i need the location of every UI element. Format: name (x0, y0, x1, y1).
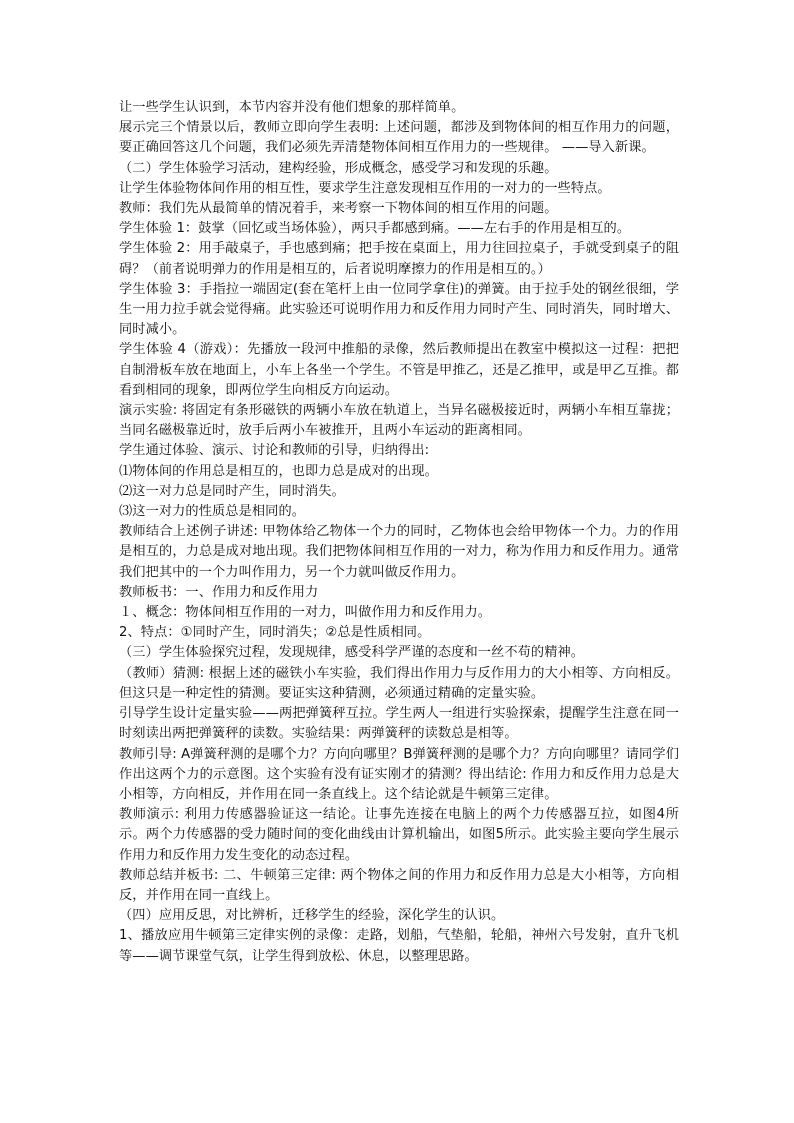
section-heading-2: （二）学生体验学习活动，建构经验，形成概念，感受学习和发现的乐趣。 (119, 160, 558, 176)
paragraph-teacher-guide: 教师引导: A弹簧秤测的是哪个力？方向向哪里？B弹簧秤测的是哪个力？方向向哪里？请同学们作出这两个力的示意图。这个实验有没有证实刚才的猜测？得出结论: 作用力和反作用力总是大小相等，方向相反，并作用在同一条直线上。这个结论就是牛顿第三定律。 (119, 746, 679, 802)
list-item-conclusion-3: ⑶这一对力的性质总是相同的。 (119, 504, 306, 520)
paragraph-newton-third-law: 教师总结并板书: 二、牛顿第三定律: 两个物体之间的作用力和反作用力总是大小相等，方向相反，并作用在同一直线上。 (119, 867, 679, 903)
paragraph-hypothesis: （教师）猜测: 根据上述的磁铁小车实验，我们得出作用力与反作用力的大小相等、方向相反。但这只是一种定性的猜测。要证实这种猜测，必须通过精确的定量实验。 (119, 665, 679, 701)
section-heading-3: （三）学生体验探究过程，发现规律，感受科学严谨的态度和一丝不苟的精神。 (119, 645, 585, 661)
paragraph-video-examples: 1、播放应用牛顿第三定律实例的录像：走路，划船，气垫船，轮船，神州六号发射，直升飞机等——调节课堂气氛，让学生得到放松、休息，以整理思路。 (119, 928, 679, 964)
paragraph-experience-goal: 让学生体验物体间作用的相互性，要求学生注意发现相互作用的一对力的一些特点。 (119, 180, 611, 196)
list-item-conclusion-1: ⑴物体间的作用总是相互的，也即力总是成对的出现。 (119, 463, 438, 479)
list-item-conclusion-2: ⑵这一对力总是同时产生，同时消失。 (119, 483, 345, 499)
paragraph-experience-3: 学生体验 3：手指拉一端固定(套在笔杆上由一位同学拿住)的弹簧。由于拉手处的钢丝很细，学生一用力拉手就会觉得痛。此实验还可说明作用力和反作用力同时产生、同时消失，同时增大、同时减小。 (119, 281, 679, 338)
paragraph-summary-lead: 学生通过体验、演示、讨论和教师的引导，归纳得出: (119, 443, 430, 459)
paragraph-features: 2、特点：①同时产生，同时消失；②总是性质相同。 (119, 625, 431, 641)
paragraph-experience-4: 学生体验 4（游戏）：先播放一段河中推船的录像，然后教师提出在教室中模拟这一过程：把把自制滑板车放在地面上，小车上各坐一个学生。不管是甲推乙，还是乙推甲，或是甲乙互推。都看到相同的现象，即两位学生向相反方向运动。 (119, 342, 679, 398)
paragraph-lead-in: 展示完三个情景以后，教师立即向学生表明: 上述问题，都涉及到物体间的相互作用力的问题，要正确回答这几个问题，我们必须先弄清楚物体间相互作用力的一些规律。 ——导入新课。 (119, 120, 679, 156)
paragraph-teacher-start: 教师：我们先从最简单的情况着手，来考察一下物体间的相互作用的问题。 (119, 201, 558, 217)
paragraph-teacher-explain: 教师结合上述例子讲述: 甲物体给乙物体一个力的同时，乙物体也会给甲物体一个力。力的作用是相互的，力总是成对地出现。我们把物体间相互作用的一对力，称为作用力和反作用力。通常我们把其中的一个力叫作用力，另一个力就叫做反作用力。 (119, 524, 679, 580)
paragraph-concept: １、概念：物体间相互作用的一对力，叫做作用力和反作用力。 (119, 605, 492, 621)
section-heading-4: （四）应用反思，对比辨析，迁移学生的经验，深化学生的认识。 (119, 908, 505, 924)
paragraph-experience-2: 学生体验 2：用手敲桌子，手也感到痛；把手按在桌面上，用力往回拉桌子，手就受到桌子的阻碍？（前者说明弹力的作用是相互的，后者说明摩擦力的作用是相互的。） (119, 241, 679, 277)
paragraph-quantitative-exp: 引导学生设计定量实验——两把弹簧秤互拉。学生两人一组进行实验探索，提醒学生注意在同一时刻读出两把弹簧秤的读数。实验结果：两弹簧秤的读数总是相等。 (119, 706, 679, 742)
paragraph-experience-1: 学生体验 1：鼓掌（回忆或当场体验），两只手都感到痛。——左右手的作用是相互的。 (119, 221, 631, 237)
document-body (119, 98, 679, 967)
paragraph-demo-magnets: 演示实验: 将固定有条形磁铁的两辆小车放在轨道上，当异名磁极接近时，两辆小车相互靠拢；当同名磁极靠近时，放手后两小车被推开，且两小车运动的距离相同。 (119, 403, 679, 439)
paragraph-intro-end: 让一些学生认识到，本节内容并没有他们想象的那样简单。 (119, 100, 465, 115)
paragraph-sensor-demo: 教师演示: 利用力传感器验证这一结论。让事先连接在电脑上的两个力传感器互拉，如图4所示。两个力传感器的受力随时间的变化曲线由计算机输出，如图5所示。此实验主要向学生展示作用力和反作用力发生变化的动态过程。 (119, 807, 679, 863)
paragraph-board-heading-1: 教师板书：一、作用力和反作用力 (119, 584, 319, 600)
